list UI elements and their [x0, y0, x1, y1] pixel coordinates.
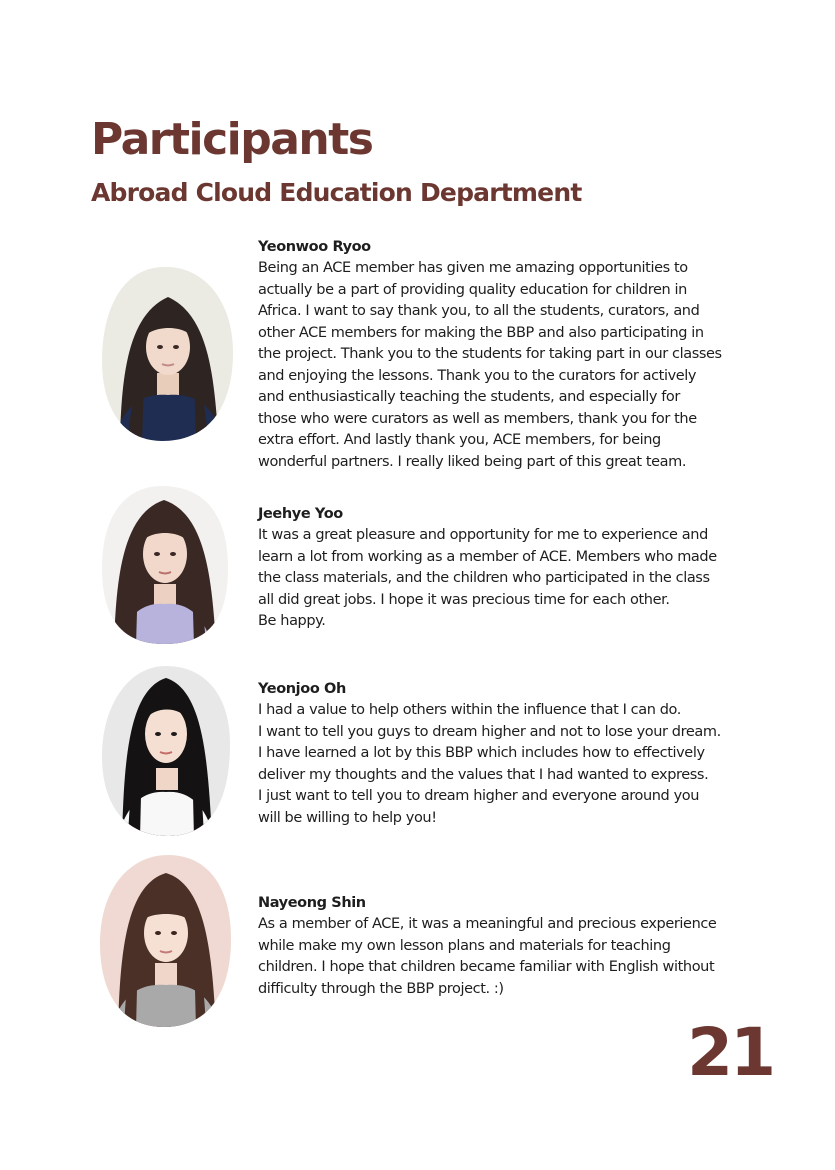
participant-name: Nayeong Shin: [258, 895, 366, 911]
message-line: and enthusiastically teaching the students, and especially for: [258, 389, 680, 405]
message-line: Be happy.: [258, 613, 326, 629]
portrait-yeonjoo-oh: [100, 664, 232, 838]
participant-name: Jeehye Yoo: [258, 506, 343, 522]
message-line: all did great jobs. I hope it was precious time for each other.: [258, 591, 670, 608]
message-line: the class materials, and the children who participated in the class: [258, 570, 710, 586]
message-line: and enjoying the lessons. Thank you to the curators for actively: [258, 367, 697, 384]
participant-message: [258, 258, 758, 473]
portrait-nayeong-shin: [98, 853, 233, 1029]
message-line: the project. Thank you to the students for taking part in our classes: [258, 346, 722, 362]
message-line: I have learned a lot by this BBP which includes how to effectively: [258, 745, 705, 761]
portrait-jeehye-yoo: [100, 484, 230, 646]
message-line: while make my own lesson plans and materials for teaching: [258, 937, 671, 954]
participant-entry: [258, 678, 758, 829]
message-line: deliver my thoughts and the values that I had wanted to express.: [258, 766, 709, 783]
message-line: I just want to tell you to dream higher and everyone around you: [258, 788, 700, 804]
message-line: difficulty through the BBP project. :): [258, 980, 504, 997]
participant-entry: [258, 503, 758, 633]
message-line: It was a great pleasure and opportunity for me to experience and: [258, 527, 708, 543]
message-line: children. I hope that children became familiar with English without: [258, 959, 715, 975]
participant-message: [258, 700, 758, 829]
page-title: Participants: [91, 114, 373, 165]
message-line: learn a lot from working as a member of ACE. Members who made: [258, 548, 717, 565]
portrait-yeonwoo-ryoo: [100, 265, 235, 443]
message-line: Being an ACE member has given me amazing opportunities to: [258, 260, 688, 276]
department-subtitle: Abroad Cloud Education Department: [91, 178, 582, 207]
message-line: actually be a part of providing quality education for children in: [258, 281, 687, 298]
page-number: 21: [687, 1014, 773, 1091]
participant-entry: [258, 236, 758, 473]
participant-message: [258, 914, 758, 1000]
message-line: wonderful partners. I really liked being part of this great team.: [258, 453, 687, 470]
message-line: other ACE members for making the BBP and also participating in: [258, 324, 704, 341]
message-line: will be willing to help you!: [258, 809, 437, 826]
participant-entry: [258, 892, 758, 1000]
message-line: Africa. I want to say thank you, to all the students, curators, and: [258, 303, 700, 319]
participant-message: [258, 525, 758, 633]
participant-name: Yeonjoo Oh: [258, 681, 346, 697]
message-line: I had a value to help others within the influence that I can do.: [258, 702, 681, 718]
participant-name: Yeonwoo Ryoo: [258, 239, 371, 255]
message-line: As a member of ACE, it was a meaningful and precious experience: [258, 916, 717, 932]
message-line: extra effort. And lastly thank you, ACE members, for being: [258, 432, 661, 448]
message-line: I want to tell you guys to dream higher and not to lose your dream.: [258, 723, 721, 740]
message-line: those who were curators as well as members, thank you for the: [258, 410, 697, 427]
